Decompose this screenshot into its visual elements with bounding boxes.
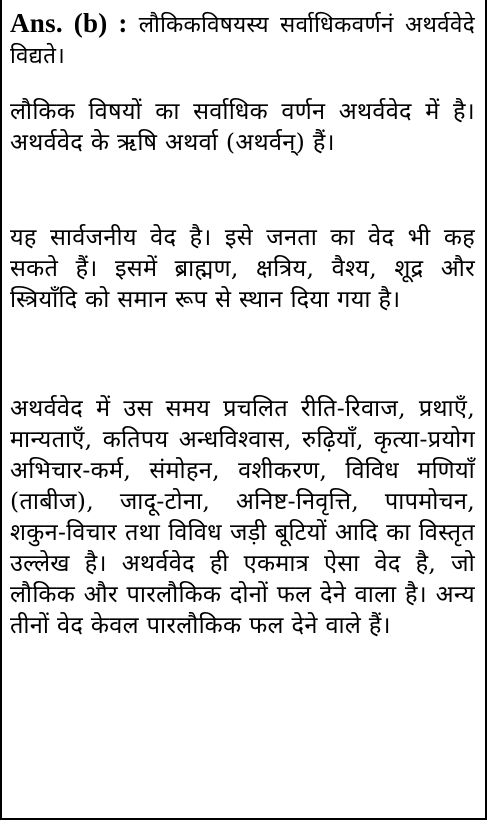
answer-label: Ans. (b) : <box>10 8 128 38</box>
sanskrit-statement: लौकिकविषयस्य सर्वाधिकवर्णनं अथर्ववेदे विद्यते। <box>10 12 475 69</box>
paragraph-3: अथर्ववेद में उस समय प्रचलित रीति-रिवाज, प्रथाएँ, मान्यताएँ, कतिपय अन्धविश्वास, रुढ़ियाँ, कृत्या-प्रयोग अभिचार-कर्म, संमोहन, वशीकरण, विविध मणियाँ (ताबीज), जादू-टोना, अनिष्ट-निवृत्ति, पापमोचन, शकुन-विचार तथा विविध जड़ी बूटियों आदि का विस्तृत उल्लेख है। अथर्ववेद ही एकमात्र ऐसा वेद है, जो लौकिक और पारलौकिक दोनों फल देने वाला है। अन्य तीनों वेद केवल पारलौकिक फल देने वाले हैं। <box>10 394 475 639</box>
paragraph-1: लौकिक विषयों का सर्वाधिक वर्णन अथर्ववेद में है। अथर्ववेद के ऋषि अथर्वा (अथर्वन्) हैं। <box>10 97 475 156</box>
left-border <box>0 0 2 820</box>
answer-heading <box>10 8 475 72</box>
paragraph-2: यह सार्वजनीय वेद है। इसे जनता का वेद भी कह सकते हैं। इसमें ब्राह्मण, क्षत्रिय, वैश्य, शूद्र और स्त्रियाँदि को समान रूप से स्थान दिया गया है। <box>10 223 475 313</box>
